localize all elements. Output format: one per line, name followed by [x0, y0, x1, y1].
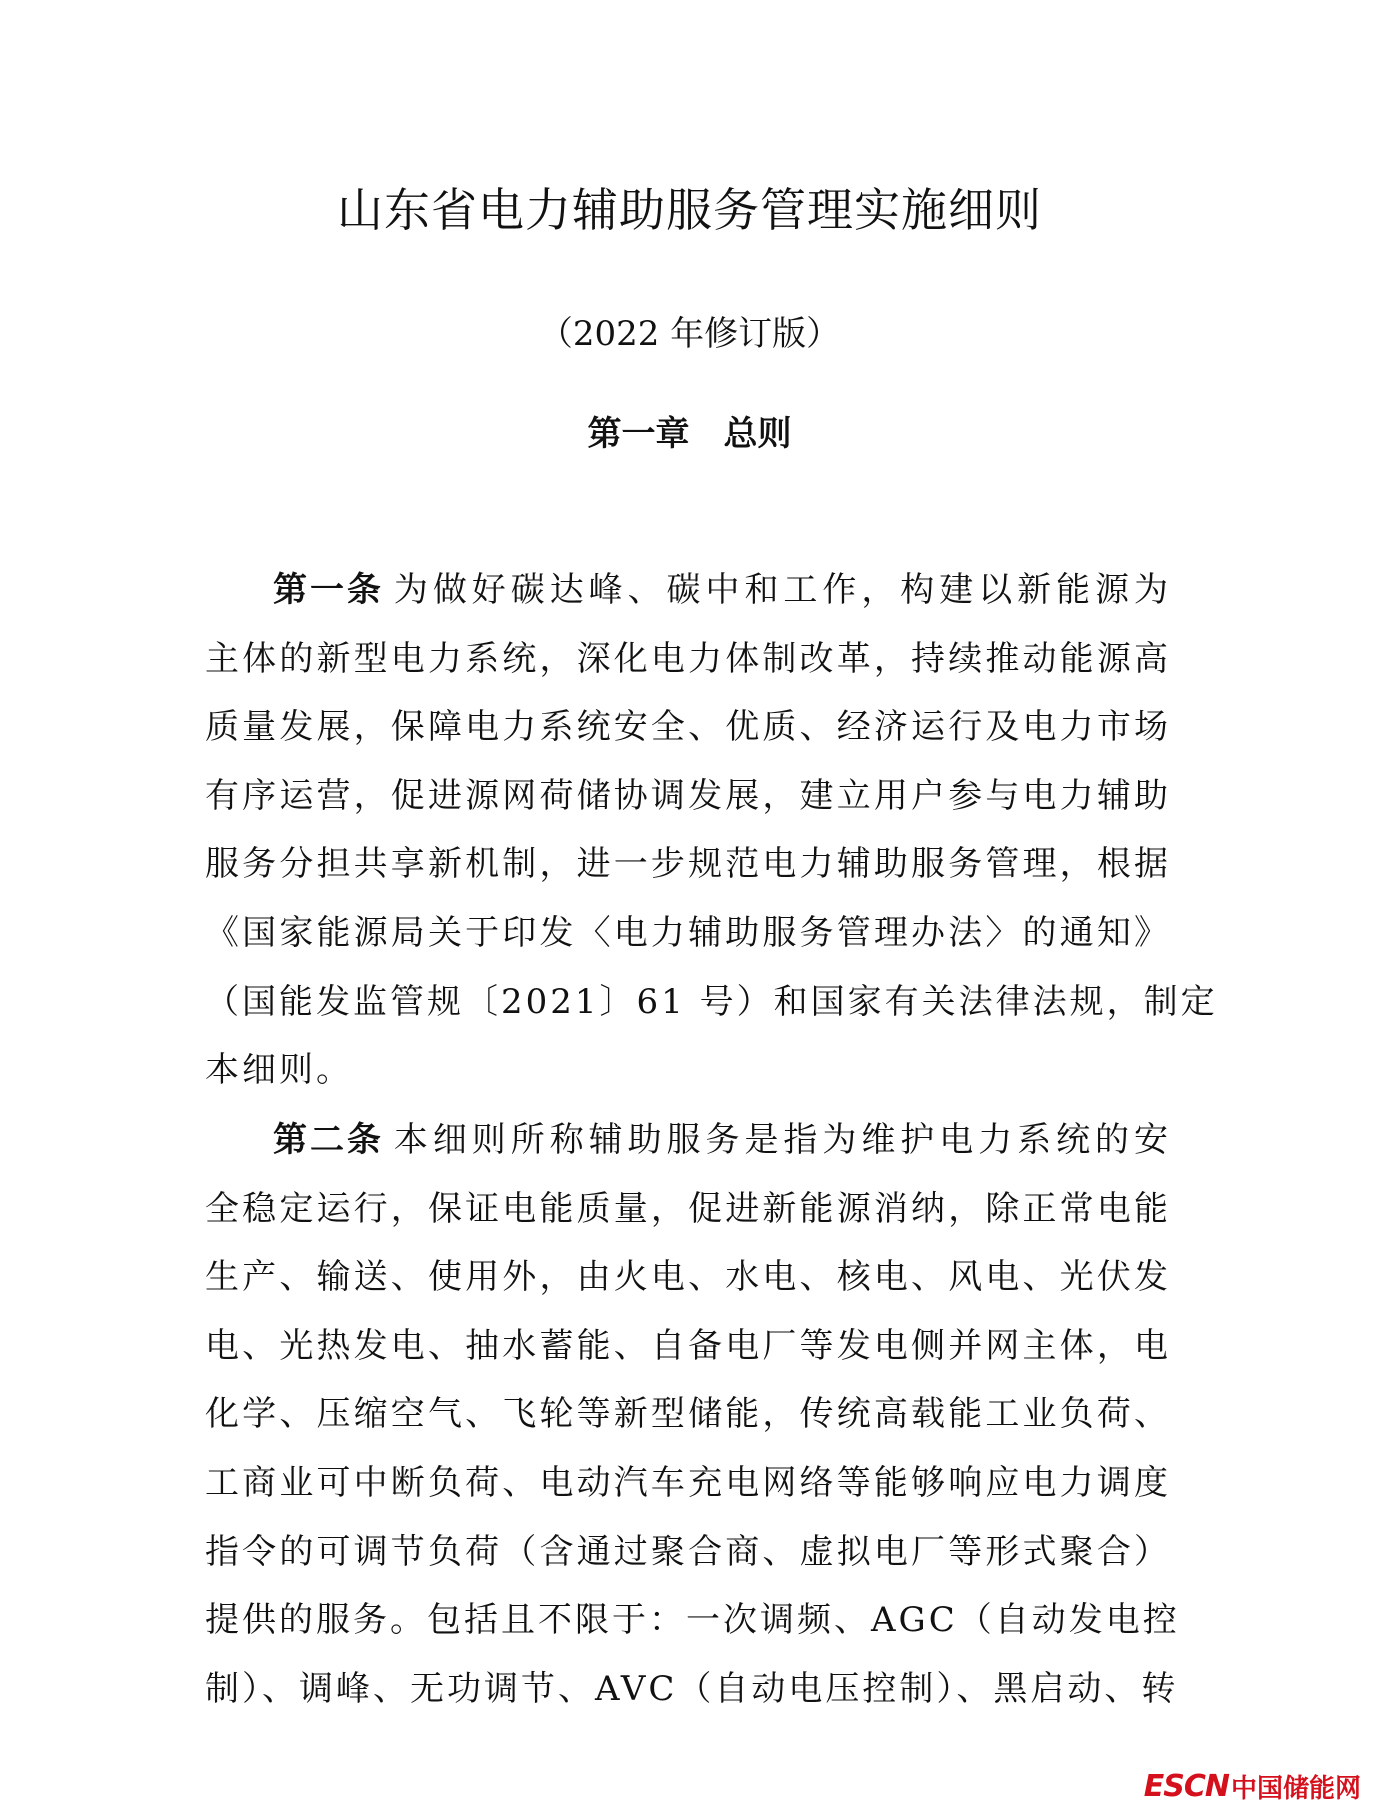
article-1 — [205, 556, 1218, 1105]
article-label: 第一条 — [273, 570, 384, 610]
article-line: 化学、压缩空气、飞轮等新型储能，传统高载能工业负荷、 — [205, 1394, 1171, 1435]
chapter-heading: 第一章 总则 — [587, 414, 792, 454]
document-title: 山东省电力辅助服务管理实施细则 — [337, 183, 1042, 237]
article-line: 服务分担共享新机制，进一步规范电力辅助服务管理，根据 — [205, 844, 1171, 885]
article-label: 第二条 — [273, 1120, 384, 1160]
article-text: 本细则所称辅助服务是指为维护电力系统的安 — [393, 1120, 1172, 1160]
article-line: 全稳定运行，保证电能质量，促进新能源消纳，除正常电能 — [205, 1188, 1171, 1229]
watermark-latin: ESCN — [1143, 1768, 1229, 1804]
article-line: 本细则。 — [205, 1050, 353, 1091]
article-text: 为做好碳达峰、碳中和工作，构建以新能源为 — [393, 570, 1172, 610]
document-subtitle: （2022 年修订版） — [538, 314, 841, 354]
article-line: 《国家能源局关于印发〈电力辅助服务管理办法〉的通知》 — [205, 912, 1171, 953]
escn-watermark-logo — [1144, 1766, 1361, 1806]
watermark-cn: 中国储能网 — [1230, 1773, 1361, 1804]
article-line: 工商业可中断负荷、电动汽车充电网络等能够响应电力调度 — [205, 1462, 1171, 1503]
article-line — [205, 1106, 1171, 1175]
article-line: 指令的可调节负荷（含通过聚合商、虚拟电厂等形式聚合） — [205, 1531, 1171, 1572]
article-line: 有序运营，促进源网荷储协调发展，建立用户参与电力辅助 — [205, 775, 1171, 816]
article-line: 制）、调峰、无功调节、AVC（自动电压控制）、黑启动、转 — [205, 1668, 1179, 1709]
article-line: （国能发监管规〔2021〕61 号）和国家有关法律法规，制定 — [205, 981, 1218, 1022]
article-line: 提供的服务。包括且不限于：一次调频、AGC（自动发电控 — [205, 1600, 1180, 1641]
article-line: 质量发展，保障电力系统安全、优质、经济运行及电力市场 — [205, 707, 1171, 748]
article-line: 主体的新型电力系统，深化电力体制改革，持续推动能源高 — [205, 638, 1171, 679]
article-line: 生产、输送、使用外，由火电、水电、核电、风电、光伏发 — [205, 1257, 1171, 1298]
article-line: 电、光热发电、抽水蓄能、自备电厂等发电侧并网主体，电 — [205, 1325, 1171, 1366]
article-2 — [205, 1106, 1180, 1723]
article-line — [205, 556, 1171, 625]
